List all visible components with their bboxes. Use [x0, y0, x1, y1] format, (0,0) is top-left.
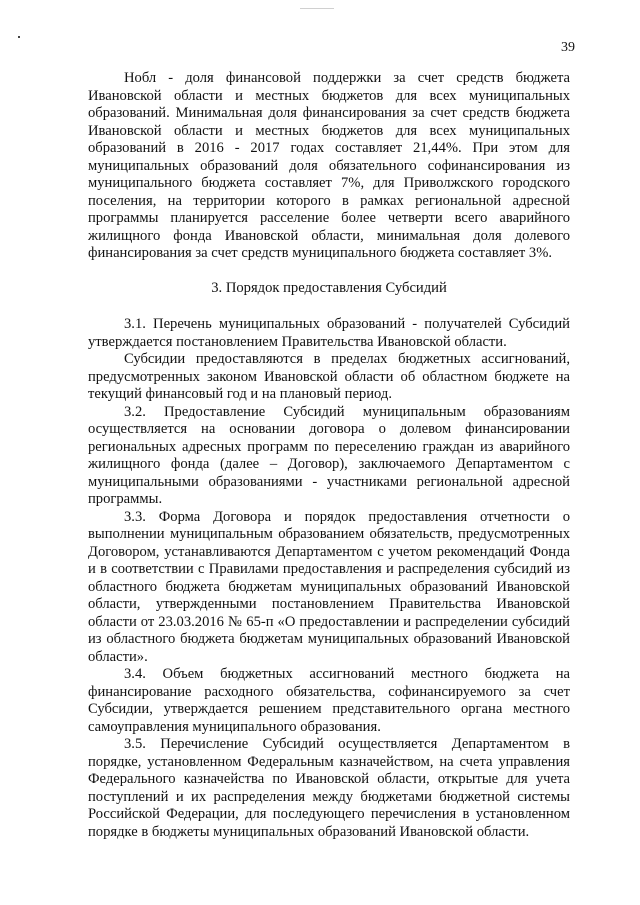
page-number: 39: [561, 40, 575, 55]
paragraph-3-2: 3.2. Предоставление Субсидий муниципальным образованиям осуществляется на основании договора о долевом финансировании региональных адресных программ по переселению граждан из аварийного жилищного фонда (далее – Договор), заключаемого Департаментом с муниципальными образованиями - участниками региональной адресной программы.: [88, 403, 570, 507]
paragraph-3-3: 3.3. Форма Договора и порядок предоставления отчетности о выполнении муниципальным образованием обязательств, предусмотренных Договором, устанавливаются Департаментом с учетом рекомендаций Фонда и в соответствии с Правилами предоставления и распределения субсидий из областного бюджета бюджетам муниципальных образований Ивановской области, утвержденными постановлением Правительства Ивановской области от 23.03.2016 № 65-п «О предоставлении и распределении субсидий из областного бюджета бюджетам муниципальных образований Ивановской области».: [88, 508, 570, 665]
document-body: [88, 70, 570, 841]
paragraph-3-1-subsidies: Субсидии предоставляются в пределах бюджетных ассигнований, предусмотренных законом Ивановской области об областном бюджете на текущий финансовый год и на плановый период.: [88, 351, 570, 402]
intro-paragraph: Нобл - доля финансовой поддержки за счет средств бюджета Ивановской области и местных бюджетов для всех муниципальных образований. Минимальная доля финансирования за счет средств бюджета Ивановской области и местных бюджетов для всех муниципальных образований в 2016 - 2017 годах составляет 21,44%. При этом для муниципальных образований доля обязательного софинансирования из муниципального бюджета составляет 7%, для Приволжского городского поселения, на территории которого в рамках региональной адресной программы планируется расселение более четверти всего аварийного жилищного фонда Ивановской области, минимальная доля долевого финансирования за счет средств муниципального бюджета составляет 3%.: [88, 70, 570, 261]
paragraph-3-4: 3.4. Объем бюджетных ассигнований местного бюджета на финансирование расходного обязательства, софинансируемого за счет Субсидии, утверждается решением представительного органа местного самоуправления муниципального образования.: [88, 666, 570, 735]
scan-speck: [18, 36, 20, 38]
section-title: 3. Порядок предоставления Субсидий: [211, 279, 447, 296]
paragraph-3-1: 3.1. Перечень муниципальных образований - получателей Субсидий утверждается постановлением Правительства Ивановской области.: [88, 316, 570, 350]
paragraph-3-5: 3.5. Перечисление Субсидий осуществляется Департаментом в порядке, установленном Федеральным казначейством, на счета управления Федерального казначейства по Ивановской области, открытые для учета поступлений и их распределения между бюджетами бюджетной системы Российской Федерации, для последующего перечисления в установленном порядке в бюджеты муниципальных образований Ивановской области.: [88, 736, 570, 840]
scan-artifact: [300, 8, 334, 9]
